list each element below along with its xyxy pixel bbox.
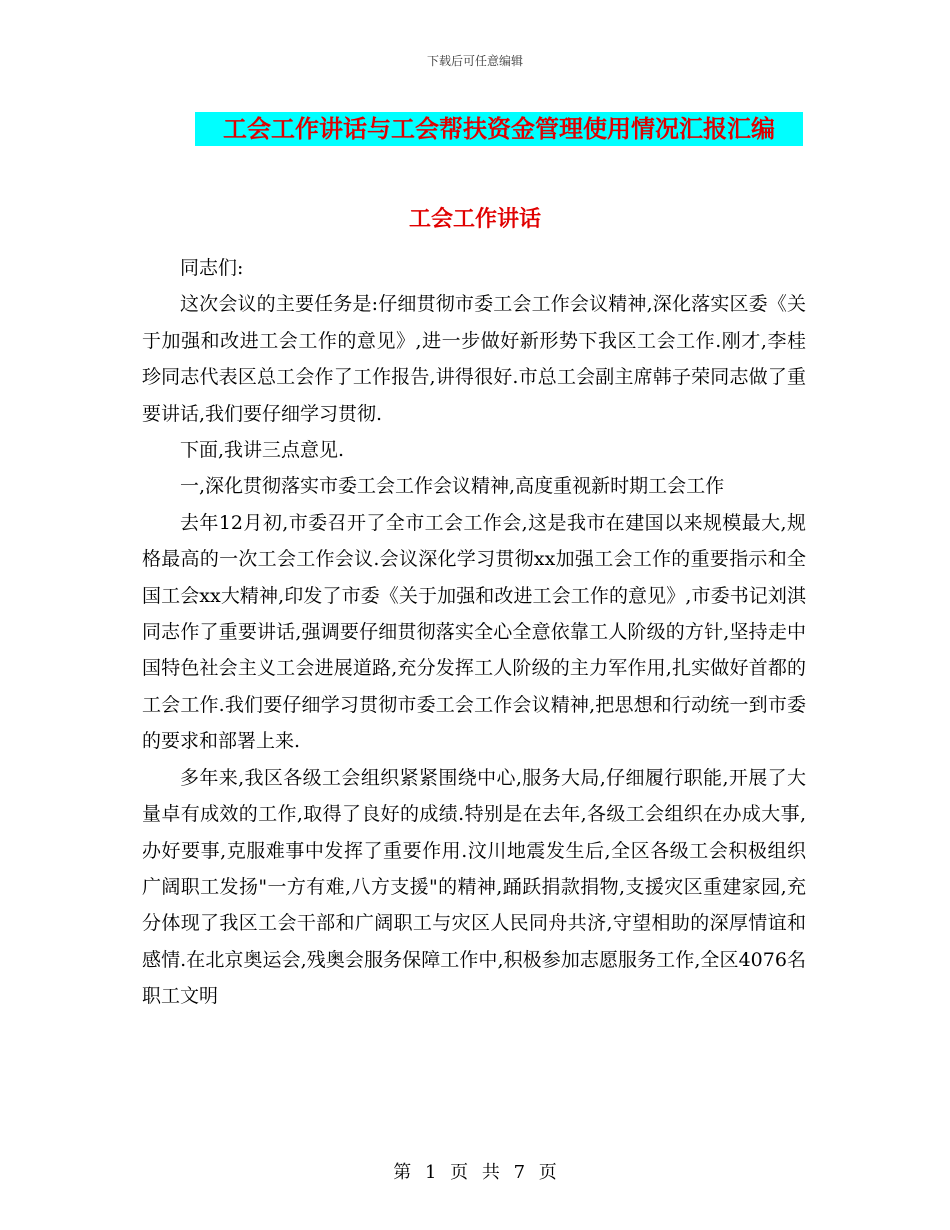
document-body <box>142 250 806 1015</box>
paragraph-heading-one: 一,深化贯彻落实市委工会工作会议精神,高度重视新时期工会工作 <box>180 475 725 498</box>
paragraph-points: 下面,我讲三点意见. <box>180 439 345 462</box>
paragraph-salutation: 同志们: <box>180 257 244 279</box>
paragraph-achievements: 多年来,我区各级工会组织紧紧围绕中心,服务大局,仔细履行职能,开展了大量卓有成效的工作,取得了良好的成绩.特别是在去年,各级工会组织在办成大事,办好要事,克服难事中发挥了重要作用.汶川地震发生后,全区各级工会积极组织广阔职工发扬"一方有难,八方支援"的精神,踊跃捐款捐物,支援灾区重建家园,充分体现了我区工会干部和广阔职工与灾区人民同舟共济,守望相助的深厚情谊和感情.在北京奥运会,残奥会服务保障工作中,积极参加志愿服务工作,全区4076名职工文明 <box>142 766 806 1008</box>
document-title: 工会工作讲话与工会帮扶资金管理使用情况汇报汇编 <box>195 112 803 146</box>
paragraph-intro: 这次会议的主要任务是:仔细贯彻市委工会工作会议精神,深化落实区委《关于加强和改进工会工作的意见》,进一步做好新形势下我区工会工作.刚才,李桂珍同志代表区总工会作了工作报告,讲得很好.市总工会副主席韩子荣同志做了重要讲话,我们要仔细学习贯彻. <box>142 293 806 425</box>
page-footer: 第 1 页 共 7 页 <box>393 1162 557 1183</box>
section-title: 工会工作讲话 <box>408 206 541 232</box>
paragraph-meeting: 去年12月初,市委召开了全市工会工作会,这是我市在建国以来规模最大,规格最高的一次工会工作会议.会议深化学习贯彻xx加强工会工作的重要指示和全国工会xx大精神,印发了市委《关于加强和改进工会工作的意见》,市委书记刘淇同志作了重要讲话,强调要仔细贯彻落实全心全意依靠工人阶级的方针,坚持走中国特色社会主义工会进展道路,充分发挥工人阶级的主力军作用,扎实做好首都的工会工作.我们要仔细学习贯彻市委工会工作会议精神,把思想和行动统一到市委的要求和部署上来. <box>142 511 806 753</box>
header-note: 下载后可任意编辑 <box>426 54 523 68</box>
